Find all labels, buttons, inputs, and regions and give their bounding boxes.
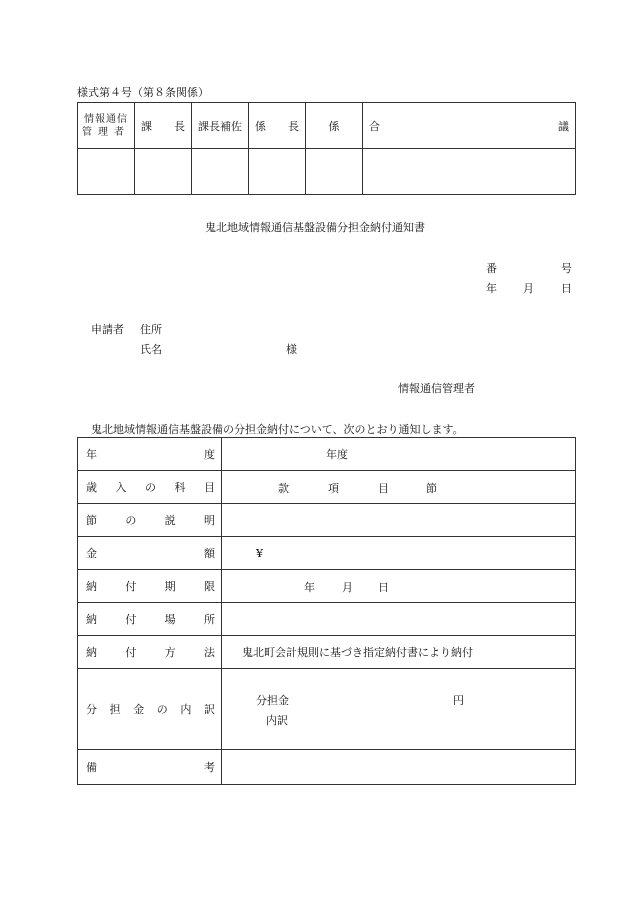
applicant-label: 申請者 <box>91 323 124 336</box>
approval-stamp-cell[interactable] <box>363 149 576 195</box>
approval-stamp-table <box>77 102 576 195</box>
date-day: 日 <box>561 282 572 295</box>
label-setsu-description: 節 の 説 明 <box>78 504 222 537</box>
row-deadline <box>78 570 576 603</box>
approval-stamp-cell[interactable] <box>135 149 192 195</box>
value-payment-place[interactable] <box>222 603 576 636</box>
label-payment-place: 納 付 場 所 <box>78 603 222 636</box>
label-fiscal-year: 年 度 <box>78 438 222 471</box>
applicant-name-label: 氏名 <box>140 343 162 356</box>
approval-stamp-cell[interactable] <box>78 149 135 195</box>
approval-header-consultation: 合 議 <box>363 103 576 149</box>
row-payment-method <box>78 636 576 669</box>
value-remarks[interactable] <box>222 750 576 785</box>
label-amount: 金 額 <box>78 537 222 570</box>
date-month: 月 <box>523 282 534 295</box>
approval-header-assistant-chief: 課長補佐 <box>192 103 249 149</box>
value-setsu-description[interactable] <box>222 504 576 537</box>
value-account[interactable]: 款 項 目 節 <box>222 471 576 504</box>
document-title: 鬼北地域情報通信基盤設備分担金納付通知書 <box>205 221 425 234</box>
row-fiscal-year <box>78 438 576 471</box>
value-fiscal-year[interactable]: 年度 <box>222 438 576 471</box>
applicant-honorific: 様 <box>286 343 297 356</box>
row-amount <box>78 537 576 570</box>
approval-stamp-cell[interactable] <box>192 149 249 195</box>
approval-header-subsection-chief: 係 長 <box>249 103 306 149</box>
notice-details-table <box>77 437 576 785</box>
row-setsu-description <box>78 504 576 537</box>
number-suffix: 号 <box>561 262 572 275</box>
issuer-title: 情報通信管理者 <box>398 382 475 395</box>
value-amount[interactable]: ¥ <box>222 537 576 570</box>
approval-stamp-cell[interactable] <box>249 149 306 195</box>
row-remarks <box>78 750 576 785</box>
approval-header-staff: 係 <box>306 103 363 149</box>
row-payment-place <box>78 603 576 636</box>
applicant-address-label: 住所 <box>140 323 162 336</box>
approval-header-manager: 情報通信 管理者 <box>78 103 135 149</box>
approval-header-section-chief: 課 長 <box>135 103 192 149</box>
date-year: 年 <box>486 282 497 295</box>
label-account: 歳 入 の 科 目 <box>78 471 222 504</box>
value-deadline[interactable]: 年 月 日 <box>222 570 576 603</box>
breakdown-yen: 円 <box>453 694 464 707</box>
form-number: 様式第４号（第８条関係） <box>77 86 209 99</box>
label-breakdown: 分 担 金 の 内 訳 <box>78 669 222 750</box>
row-account <box>78 471 576 504</box>
label-deadline: 納 付 期 限 <box>78 570 222 603</box>
value-payment-method[interactable]: 鬼北町会計規則に基づき指定納付書により納付 <box>222 636 576 669</box>
breakdown-detail-label: 内訳 <box>266 714 288 727</box>
approval-stamp-cell[interactable] <box>306 149 363 195</box>
row-breakdown <box>78 669 576 750</box>
breakdown-amount-label: 分担金 <box>256 694 289 707</box>
value-breakdown[interactable] <box>222 669 576 750</box>
number-label: 番 <box>486 262 497 275</box>
label-payment-method: 納 付 方 法 <box>78 636 222 669</box>
label-remarks: 備 考 <box>78 750 222 785</box>
intro-text: 鬼北地域情報通信基盤設備の分担金納付について、次のとおり通知します。 <box>91 423 464 436</box>
